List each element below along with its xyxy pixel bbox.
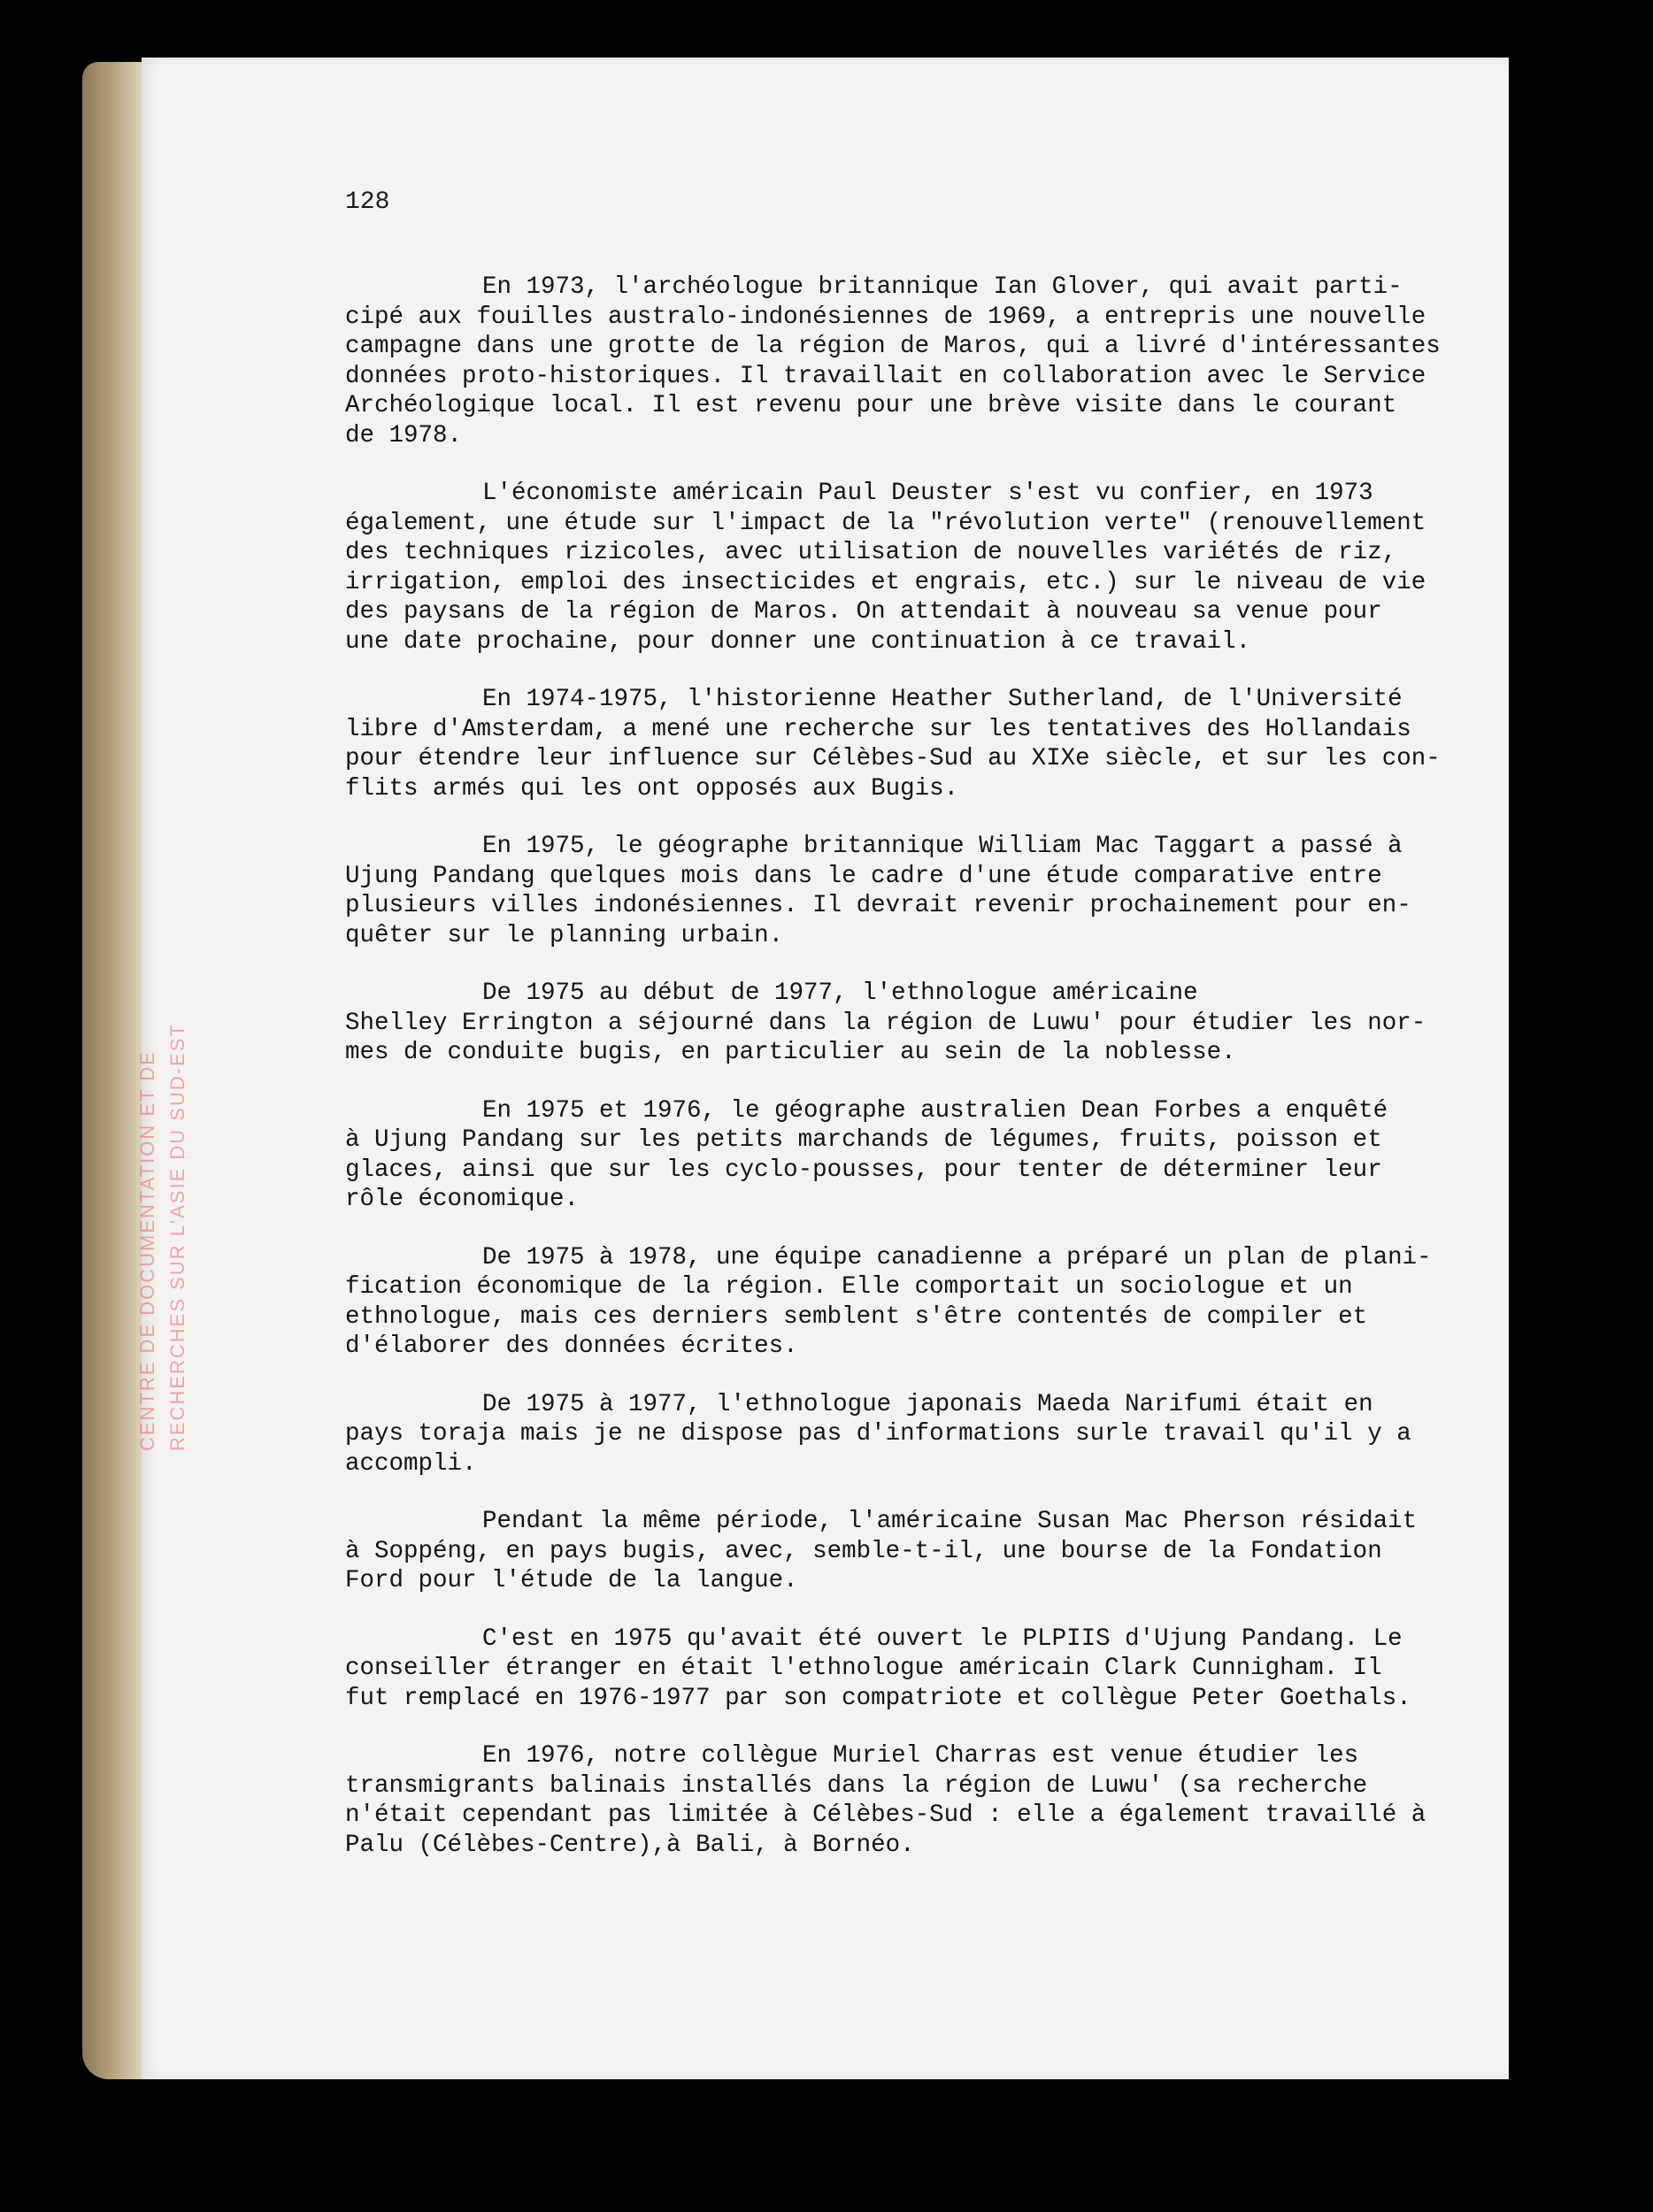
text-line: Shelley Errington a séjourné dans la région de Luwu' pour étudier les nor- — [345, 1009, 1426, 1037]
paragraph — [345, 479, 1425, 657]
text-line: pays toraja mais je ne dispose pas d'informations surle travail qu'il y a — [345, 1420, 1411, 1448]
library-stamp — [133, 902, 248, 1451]
text-line: de 1978. — [345, 421, 463, 449]
text-line: mes de conduite bugis, en particulier au sein de la noblesse. — [345, 1039, 1236, 1066]
body-text — [345, 273, 1441, 1888]
text-line: cipé aux fouilles australo-indonésiennes de 1969, a entrepris une nouvelle — [345, 303, 1426, 331]
text-line: plusieurs villes indonésiennes. Il devrait revenir prochainement pour en- — [345, 892, 1411, 919]
text-line: De 1975 à 1977, l'ethnologue japonais Maeda Narifumi était en — [482, 1390, 1373, 1418]
text-line: De 1975 au début de 1977, l'ethnologue américaine — [482, 979, 1198, 1007]
text-line: En 1974-1975, l'historienne Heather Sutherland, de l'Université — [482, 686, 1403, 713]
text-line: conseiller étranger en était l'ethnologue américain Clark Cunnigham. Il — [345, 1655, 1382, 1682]
text-line: n'était cependant pas limitée à Célèbes-Sud : elle a également travaillé à — [345, 1801, 1426, 1829]
text-line: Ford pour l'étude de la langue. — [345, 1567, 798, 1594]
paragraph — [345, 1624, 1425, 1714]
text-line: Pendant la même période, l'américaine Susan Mac Pherson résidait — [482, 1508, 1418, 1535]
text-line: à Ujung Pandang sur les petits marchands de légumes, fruits, poisson et — [345, 1126, 1382, 1154]
text-line: libre d'Amsterdam, a mené une recherche sur les tentatives des Hollandais — [345, 715, 1411, 743]
text-line: fication économique de la région. Elle comportait un sociologue et un — [345, 1273, 1353, 1301]
text-line: à Soppéng, en pays bugis, avec, semble-t-il, une bourse de la Fondation — [345, 1537, 1382, 1565]
paragraph — [345, 1243, 1432, 1362]
page-number: 128 — [345, 188, 390, 216]
stamp-line-1: CENTRE DE DOCUMENTATION ET DE — [136, 1050, 158, 1451]
text-line: une date prochaine, pour donner une continuation à ce travail. — [345, 627, 1251, 656]
text-line: Palu (Célèbes-Centre),à Bali, à Bornéo. — [345, 1831, 915, 1859]
text-line: pour étendre leur influence sur Célèbes-Sud au XIXe siècle, et sur les con- — [345, 745, 1441, 772]
text-line: Ujung Pandang quelques mois dans le cadre d'une étude comparative entre — [345, 862, 1382, 890]
text-line: d'élaborer des données écrites. — [345, 1333, 798, 1360]
text-line: ethnologue, mais ces derniers semblent s'être contentés de compiler et — [345, 1302, 1368, 1331]
text-line: En 1975 et 1976, le géographe australien Dean Forbes a enquêté — [482, 1096, 1388, 1125]
text-line: campagne dans une grotte de la région de Maros, qui a livré d'intéressantes — [345, 333, 1441, 360]
paragraph — [345, 1741, 1425, 1860]
paragraph — [345, 1390, 1425, 1479]
text-line: glaces, ainsi que sur les cyclo-pousses, pour tenter de déterminer leur — [345, 1156, 1382, 1184]
text-line: De 1975 à 1978, une équipe canadienne a préparé un plan de plani- — [482, 1243, 1432, 1271]
text-line: des techniques rizicoles, avec utilisation de nouvelles variétés de riz, — [345, 539, 1397, 566]
text-line: fut remplacé en 1976-1977 par son compatriote et collègue Peter Goethals. — [345, 1684, 1411, 1712]
paragraph — [345, 1096, 1425, 1215]
text-line: L'économiste américain Paul Deuster s'est vu confier, en 1973 — [482, 480, 1373, 507]
text-line: quêter sur le planning urbain. — [345, 921, 784, 949]
text-line: En 1976, notre collègue Muriel Charras est venue étudier les — [482, 1742, 1359, 1770]
text-line: irrigation, emploi des insecticides et engrais, etc.) sur le niveau de vie — [345, 568, 1426, 596]
text-line: rôle économique. — [345, 1186, 580, 1213]
text-line: également, une étude sur l'impact de la "révolution verte" (renouvellement — [345, 509, 1426, 537]
paragraph — [345, 832, 1425, 950]
text-line: des paysans de la région de Maros. On attendait à nouveau sa venue pour — [345, 598, 1382, 626]
paragraph — [345, 273, 1441, 450]
text-line: transmigrants balinais installés dans la région de Luwu' (sa recherche — [345, 1771, 1368, 1800]
paragraph — [345, 979, 1425, 1068]
text-line: En 1973, l'archéologue britannique Ian Glover, qui avait parti- — [482, 273, 1403, 301]
paragraph — [345, 685, 1441, 803]
text-line: Archéologique local. Il est revenu pour une brève visite dans le courant — [345, 392, 1397, 419]
text-line: En 1975, le géographe britannique William Mac Taggart a passé à — [482, 833, 1403, 860]
text-line: C'est en 1975 qu'avait été ouvert le PLPIIS d'Ujung Pandang. Le — [482, 1624, 1403, 1653]
stamp-line-2: RECHERCHES SUR L'ASIE DU SUD-EST — [166, 1023, 188, 1451]
text-line: flits armés qui les ont opposés aux Bugis. — [345, 774, 959, 803]
text-line: accompli. — [345, 1449, 477, 1478]
text-line: données proto-historiques. Il travaillait en collaboration avec le Service — [345, 362, 1426, 390]
paragraph — [345, 1507, 1425, 1596]
